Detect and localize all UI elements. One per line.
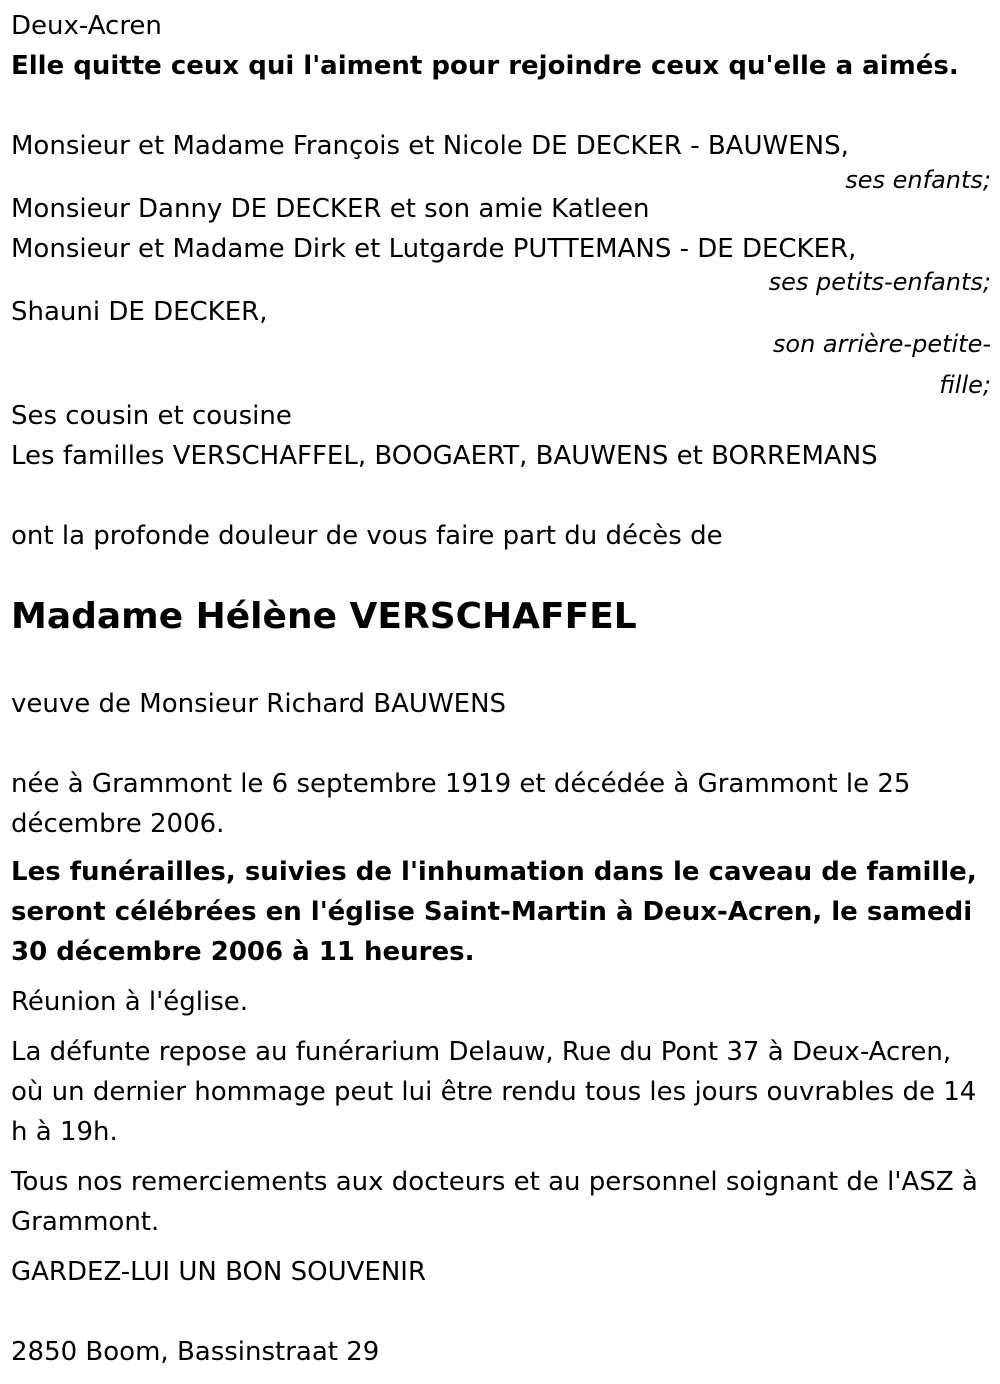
children-relation: ses enfants; [845,166,991,194]
visitation: La défunte repose au funérarium Delauw, Rue du Pont 37 à Deux-Acren, où un dernier hommage peut lui être rendu tous les jours ouvrables de 14 h à 19h. [11,1037,977,1147]
grandchild-1: Monsieur Danny DE DECKER et son amie Katleen [11,194,650,224]
widow-of: veuve de Monsieur Richard BAUWENS [11,689,507,719]
funeral-details: Les funérailles, suivies de l'inhumation dans le caveau de famille, seront célébrées en l'église Saint-Martin à Deux-Acren, le samedi 30 décembre 2006 à 11 heures. [11,857,977,967]
great-grandchild-relation-2: fille; [939,371,991,399]
grandchild-2: Monsieur et Madame Dirk et Lutgarde PUTTEMANS - DE DECKER, [11,234,857,264]
families: Les familles VERSCHAFFEL, BOOGAERT, BAUWENS et BORREMANS [11,441,878,471]
location: Deux-Acren [11,11,162,41]
motto: Elle quitte ceux qui l'aiment pour rejoindre ceux qu'elle a aimés. [11,51,959,81]
address: 2850 Boom, Bassinstraat 29 [11,1337,380,1367]
birth-death: née à Grammont le 6 septembre 1919 et décédée à Grammont le 25 décembre 2006. [11,769,911,839]
great-grandchild-relation-1: son arrière-petite- [772,330,991,358]
cousins: Ses cousin et cousine [11,401,292,431]
children-names: Monsieur et Madame François et Nicole DE DECKER - BAUWENS, [11,131,849,161]
great-grandchild: Shauni DE DECKER, [11,297,268,327]
closing: GARDEZ-LUI UN BON SOUVENIR [11,1257,427,1287]
deceased-name: Madame Hélène VERSCHAFFEL [11,596,637,637]
meeting-place: Réunion à l'église. [11,987,249,1017]
announcement: ont la profonde douleur de vous faire part du décès de [11,521,723,551]
thanks: Tous nos remerciements aux docteurs et au personnel soignant de l'ASZ à Grammont. [11,1167,978,1237]
grandchildren-relation: ses petits-enfants; [768,268,991,296]
